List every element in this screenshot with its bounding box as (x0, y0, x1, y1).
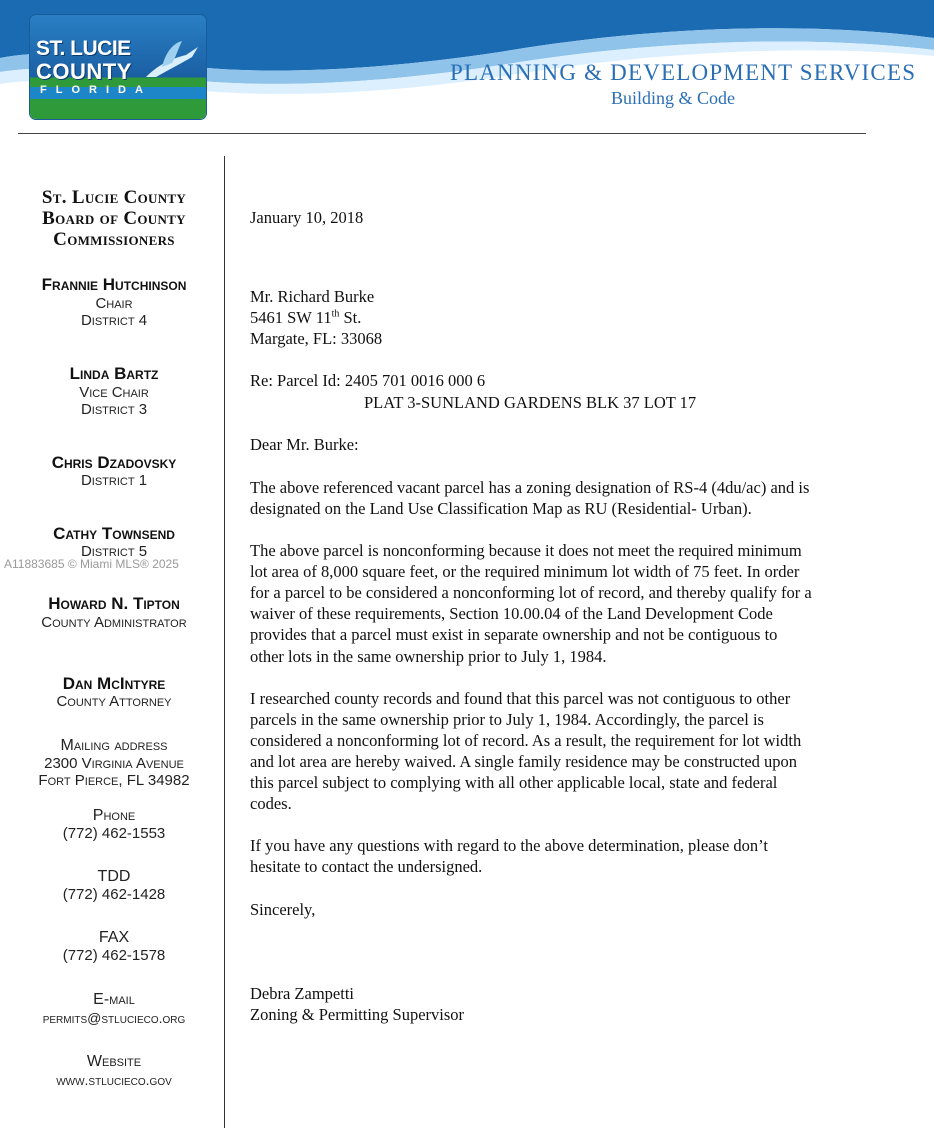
mailing-city: Fort Pierce, FL 34982 (38, 772, 190, 789)
commissioner-district: District 3 (80, 401, 148, 418)
commissioner-role: Chair (95, 295, 133, 312)
tdd-number: (772) 462-1428 (62, 886, 166, 903)
attorney-name: Dan McIntyre (62, 674, 166, 693)
division-title: Building & Code (611, 88, 736, 108)
recipient-street: 5461 SW 11th St. (250, 308, 362, 327)
paragraph-line: waiver of these requirements, Section 10.00.04 of the Land Development Code (250, 604, 773, 623)
paragraph-line: If you have any questions with regard to the above determination, please don’t (250, 836, 768, 855)
commissioner-district: District 1 (80, 472, 148, 489)
paragraph-line: other lots in the same ownership prior to July 1, 1984. (250, 647, 607, 666)
website-label: Website (86, 1053, 142, 1070)
commissioner-name: Cathy Townsend (53, 524, 175, 543)
fax-label: FAX (98, 929, 130, 946)
signer-title: Zoning & Permitting Supervisor (250, 1005, 465, 1024)
paragraph-line: parcels in the same ownership prior to July 1, 1984. Accordingly, the parcel is (250, 710, 764, 729)
salutation: Dear Mr. Burke: (250, 435, 359, 454)
paragraph-line: considered a nonconforming lot of record. As a result, the requirement for lot width (250, 731, 802, 750)
mailing-street: 2300 Virginia Avenue (44, 755, 184, 772)
closing: Sincerely, (250, 900, 316, 919)
recipient-name: Mr. Richard Burke (250, 287, 375, 306)
paragraph-line: lot area of 8,000 square feet, or the required minimum lot width of 75 feet. In order (250, 562, 800, 581)
attorney-role: County Attorney (56, 693, 172, 710)
commissioner-name: Linda Bartz (69, 364, 159, 383)
commissioner-name: Frannie Hutchinson (41, 275, 187, 294)
re-parcel-id: Re: Parcel Id: 2405 701 0016 000 6 (250, 371, 486, 390)
recipient-city: Margate, FL: 33068 (250, 329, 383, 348)
commissioner-district: District 4 (80, 312, 148, 329)
letter-date: January 10, 2018 (250, 208, 364, 227)
board-title-line-2: Board of County (42, 208, 186, 229)
phone-label: Phone (92, 807, 136, 824)
paragraph-line: The above parcel is nonconforming because it does not meet the required minimum (250, 541, 802, 560)
commissioner-name: Chris Dzadovsky (51, 453, 177, 472)
mls-watermark: A11883685 © Miami MLS® 2025 (4, 557, 179, 571)
tdd-label: TDD (97, 868, 131, 885)
paragraph-line: The above referenced vacant parcel has a zoning designation of RS-4 (4du/ac) and is (250, 478, 810, 497)
administrator-role: County Administrator (41, 614, 187, 631)
website-link[interactable]: www.stlucieco.gov (56, 1072, 172, 1088)
paragraph-line: codes. (250, 794, 292, 813)
paragraph-line: I researched county records and found that this parcel was not contiguous to other (250, 689, 791, 708)
logo-line-2: COUNTY (36, 59, 132, 84)
email-label: E-mail (93, 991, 135, 1008)
signer-name: Debra Zampetti (250, 984, 354, 1003)
board-title-line-1: St. Lucie County (41, 187, 187, 208)
fax-number: (772) 462-1578 (62, 947, 166, 964)
board-title-line-3: Commissioners (53, 229, 175, 250)
email-link[interactable]: permits@stlucieco.org (42, 1010, 186, 1026)
department-title: PLANNING & DEVELOPMENT SERVICES (450, 60, 917, 85)
commissioner-role: Vice Chair (79, 384, 149, 401)
logo-line-1: ST. LUCIE (36, 37, 131, 60)
paragraph-line: hesitate to contact the undersigned. (250, 857, 483, 876)
mailing-label: Mailing address (60, 737, 168, 754)
phone-number: (772) 462-1553 (62, 825, 166, 842)
re-legal-description: PLAT 3-SUNLAND GARDENS BLK 37 LOT 17 (364, 393, 697, 412)
paragraph-line: for a parcel to be considered a nonconforming lot of record, and thereby qualify for a (250, 583, 812, 602)
paragraph-line: provides that a parcel must exist in separate ownership and not be contiguous to (250, 625, 778, 644)
paragraph-line: and lot area are hereby waived. A single family residence may be constructed upon (250, 752, 798, 771)
paragraph-line: designated on the Land Use Classification Map as RU (Residential- Urban). (250, 499, 752, 518)
paragraph-line: this parcel subject to complying with all other applicable local, state and federal (250, 773, 778, 792)
commissioner-district: District 5 (80, 543, 148, 560)
administrator-name: Howard N. Tipton (48, 594, 180, 613)
logo-line-3: FLORIDA (40, 84, 152, 96)
